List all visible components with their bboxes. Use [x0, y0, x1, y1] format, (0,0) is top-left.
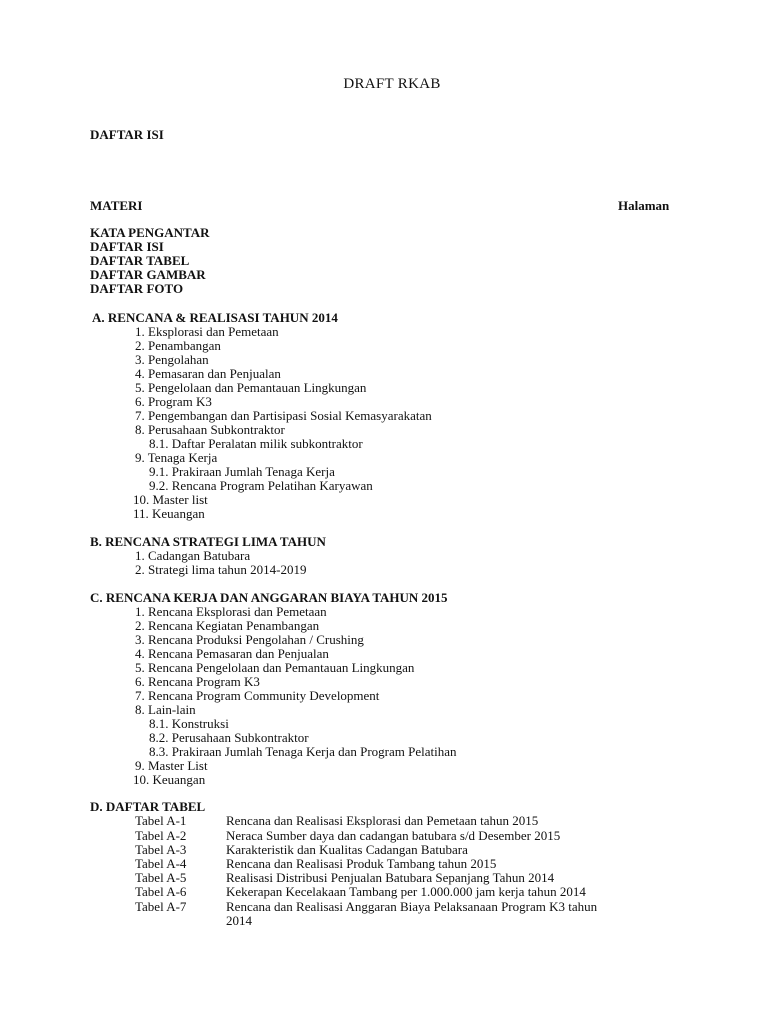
table-list-code: Tabel A-7 [135, 899, 187, 914]
section-c-item: 4. Rencana Pemasaran dan Penjualan [135, 646, 329, 661]
table-list-description: Kekerapan Kecelakaan Tambang per 1.000.000 jam kerja tahun 2014 [226, 884, 586, 899]
front-matter-item: KATA PENGANTAR [90, 225, 210, 240]
section-a-item: 6. Program K3 [135, 394, 212, 409]
table-list-description: Realisasi Distribusi Penjualan Batubara Sepanjang Tahun 2014 [226, 870, 555, 885]
section-c-item: 9. Master List [135, 758, 208, 773]
section-a-item: 3. Pengolahan [135, 352, 209, 367]
section-d-heading: D. DAFTAR TABEL [90, 799, 206, 814]
section-b-heading: B. RENCANA STRATEGI LIMA TAHUN [90, 534, 326, 549]
column-materi: MATERI [90, 198, 143, 213]
section-a-item: 1. Eksplorasi dan Pemetaan [135, 324, 279, 339]
front-matter-item: DAFTAR GAMBAR [90, 267, 206, 282]
section-c-heading: C. RENCANA KERJA DAN ANGGARAN BIAYA TAHUN 2015 [90, 590, 448, 605]
table-list-code: Tabel A-1 [135, 813, 187, 828]
section-a-item: 10. Master list [133, 492, 208, 507]
section-c-item: 7. Rencana Program Community Development [135, 688, 380, 703]
table-list-description: Rencana dan Realisasi Eksplorasi dan Pemetaan tahun 2015 [226, 813, 539, 828]
section-a-item: 2. Penambangan [135, 338, 221, 353]
section-c-item: 10. Keuangan [133, 772, 206, 787]
section-c-subitem: 8.1. Konstruksi [149, 716, 229, 731]
section-a-subitem: 9.1. Prakiraan Jumlah Tenaga Kerja [149, 464, 335, 479]
document-title: DRAFT RKAB [343, 76, 441, 92]
table-list-code: Tabel A-5 [135, 870, 187, 885]
toc-heading: DAFTAR ISI [90, 127, 164, 142]
column-halaman: Halaman [618, 198, 670, 213]
table-list-description: Neraca Sumber daya dan cadangan batubara s/d Desember 2015 [226, 828, 561, 843]
front-matter-item: DAFTAR TABEL [90, 253, 190, 268]
section-a-item: 4. Pemasaran dan Penjualan [135, 366, 281, 381]
section-c-item: 5. Rencana Pengelolaan dan Pemantauan Lingkungan [135, 660, 415, 675]
table-list-code: Tabel A-4 [135, 856, 187, 871]
table-list-code: Tabel A-3 [135, 842, 187, 857]
table-list-code: Tabel A-6 [135, 884, 187, 899]
section-a-heading: A. RENCANA & REALISASI TAHUN 2014 [92, 310, 338, 325]
table-list-description: Rencana dan Realisasi Produk Tambang tahun 2015 [226, 856, 497, 871]
front-matter-item: DAFTAR ISI [90, 239, 164, 254]
section-b-item: 1. Cadangan Batubara [135, 548, 251, 563]
section-a-item: 9. Tenaga Kerja [135, 450, 218, 465]
table-list-description-continued: 2014 [226, 913, 252, 928]
section-a-item: 5. Pengelolaan dan Pemantauan Lingkungan [135, 380, 367, 395]
section-a-subitem: 9.2. Rencana Program Pelatihan Karyawan [149, 478, 373, 493]
table-list-description: Rencana dan Realisasi Anggaran Biaya Pelaksanaan Program K3 tahun [226, 899, 598, 914]
section-c-item: 6. Rencana Program K3 [135, 674, 260, 689]
section-c-item: 1. Rencana Eksplorasi dan Pemetaan [135, 604, 327, 619]
section-c-item: 3. Rencana Produksi Pengolahan / Crushing [135, 632, 364, 647]
section-a-subitem: 8.1. Daftar Peralatan milik subkontraktor [149, 436, 363, 451]
section-a-item: 8. Perusahaan Subkontraktor [135, 422, 285, 437]
table-list-description: Karakteristik dan Kualitas Cadangan Batubara [226, 842, 468, 857]
section-c-subitem: 8.2. Perusahaan Subkontraktor [149, 730, 309, 745]
section-a-item: 7. Pengembangan dan Partisipasi Sosial Kemasyarakatan [135, 408, 432, 423]
section-c-subitem: 8.3. Prakiraan Jumlah Tenaga Kerja dan Program Pelatihan [149, 744, 457, 759]
section-c-item: 8. Lain-lain [135, 702, 196, 717]
front-matter-item: DAFTAR FOTO [90, 281, 184, 296]
table-list-code: Tabel A-2 [135, 828, 187, 843]
section-c-item: 2. Rencana Kegiatan Penambangan [135, 618, 320, 633]
section-a-item: 11. Keuangan [133, 506, 205, 521]
section-b-item: 2. Strategi lima tahun 2014-2019 [135, 562, 307, 577]
